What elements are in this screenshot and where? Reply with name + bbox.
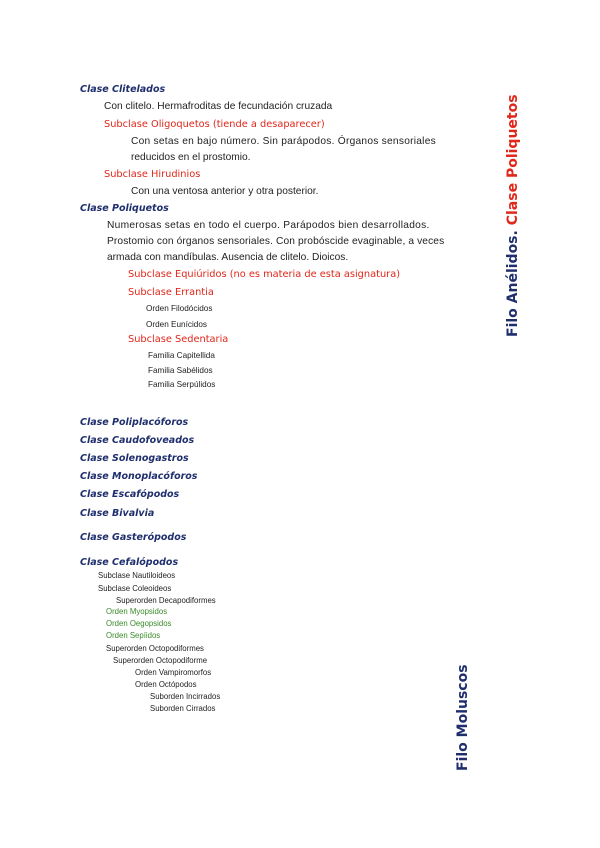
superorden-octopodiformes: Superorden Octopodiformes xyxy=(106,644,204,653)
hirudinios-description: Con una ventosa anterior y otra posterior. xyxy=(131,186,319,197)
oligoquetos-description-line-1: Con setas en bajo número. Sin parápodos. Órganos sensoriales xyxy=(131,136,436,147)
side-label-anelidos xyxy=(505,94,521,337)
clase-cefalopodos-heading: Clase Cefalópodos xyxy=(80,557,179,568)
subclase-sedentaria-heading: Subclase Sedentaria xyxy=(128,334,229,345)
orden-octopodos: Orden Octópodos xyxy=(135,680,197,689)
orden-oegopsidos: Orden Oegopsidos xyxy=(106,619,172,628)
subclase-nautiloideos: Subclase Nautiloideos xyxy=(98,571,176,580)
clase-poliquetos-heading: Clase Poliquetos xyxy=(80,203,169,214)
filo-anelidos-label: Filo Anélidos. xyxy=(505,230,521,337)
clase-poliplacoforos-heading: Clase Poliplacóforos xyxy=(80,417,189,428)
poliquetos-description-line-2: Prostomio con órganos sensoriales. Con probóscide evaginable, a veces xyxy=(107,236,445,247)
familia-sabelidos: Familia Sabélidos xyxy=(148,366,213,375)
poliquetos-description-line-3: armada con mandíbulas. Ausencia de clitelo. Dioicos. xyxy=(107,252,349,263)
clase-gasteropodos-heading: Clase Gasterópodos xyxy=(80,532,187,543)
filo-moluscos-label: Filo Moluscos xyxy=(455,664,471,771)
subclase-errantia-heading: Subclase Errantia xyxy=(128,287,214,298)
poliquetos-description-line-1: Numerosas setas en todo el cuerpo. Parápodos bien desarrollados. xyxy=(107,220,430,231)
clase-poliquetos-label: Clase Poliquetos xyxy=(505,94,521,226)
clase-monoplacoforos-heading: Clase Monoplacóforos xyxy=(80,471,198,482)
superorden-decapodiformes: Superorden Decapodiformes xyxy=(116,596,216,605)
subclase-coleoideos: Subclase Coleoideos xyxy=(98,584,172,593)
subclase-hirudinios-heading: Subclase Hirudinios xyxy=(104,169,201,180)
clase-bivalvia-heading: Clase Bivalvia xyxy=(80,508,155,519)
familia-capitellida: Familia Capitellida xyxy=(148,351,215,360)
superorden-octopodiforme: Superorden Octopodiforme xyxy=(113,656,208,665)
orden-sepiidos: Orden Sepíidos xyxy=(106,631,161,640)
orden-eunicidos: Orden Eunícidos xyxy=(146,320,207,329)
familia-serpulidos: Familia Serpúlidos xyxy=(148,380,216,389)
subclase-oligoquetos-heading: Subclase Oligoquetos (tiende a desaparecer) xyxy=(104,119,325,130)
orden-myopsidos: Orden Myopsidos xyxy=(106,607,168,616)
oligoquetos-description-line-2: reducidos en el prostomio. xyxy=(131,152,251,163)
suborden-incirrados: Suborden Incirrados xyxy=(150,692,221,701)
subclase-equiuridos-heading: Subclase Equiúridos (no es materia de esta asignatura) xyxy=(128,269,401,280)
clase-escafopodos-heading: Clase Escafópodos xyxy=(80,489,180,500)
orden-filodocidos: Orden Filodócidos xyxy=(146,304,213,313)
orden-vampiromorfos: Orden Vampiromorfos xyxy=(135,668,212,677)
clase-solenogastros-heading: Clase Solenogastros xyxy=(80,453,189,464)
side-label-moluscos xyxy=(455,664,471,771)
clitelados-description: Con clitelo. Hermafroditas de fecundación cruzada xyxy=(104,101,333,112)
suborden-cirrados: Suborden Cirrados xyxy=(150,704,216,713)
clase-caudofoveados-heading: Clase Caudofoveados xyxy=(80,435,195,446)
clase-clitelados-heading: Clase Clitelados xyxy=(80,84,166,95)
